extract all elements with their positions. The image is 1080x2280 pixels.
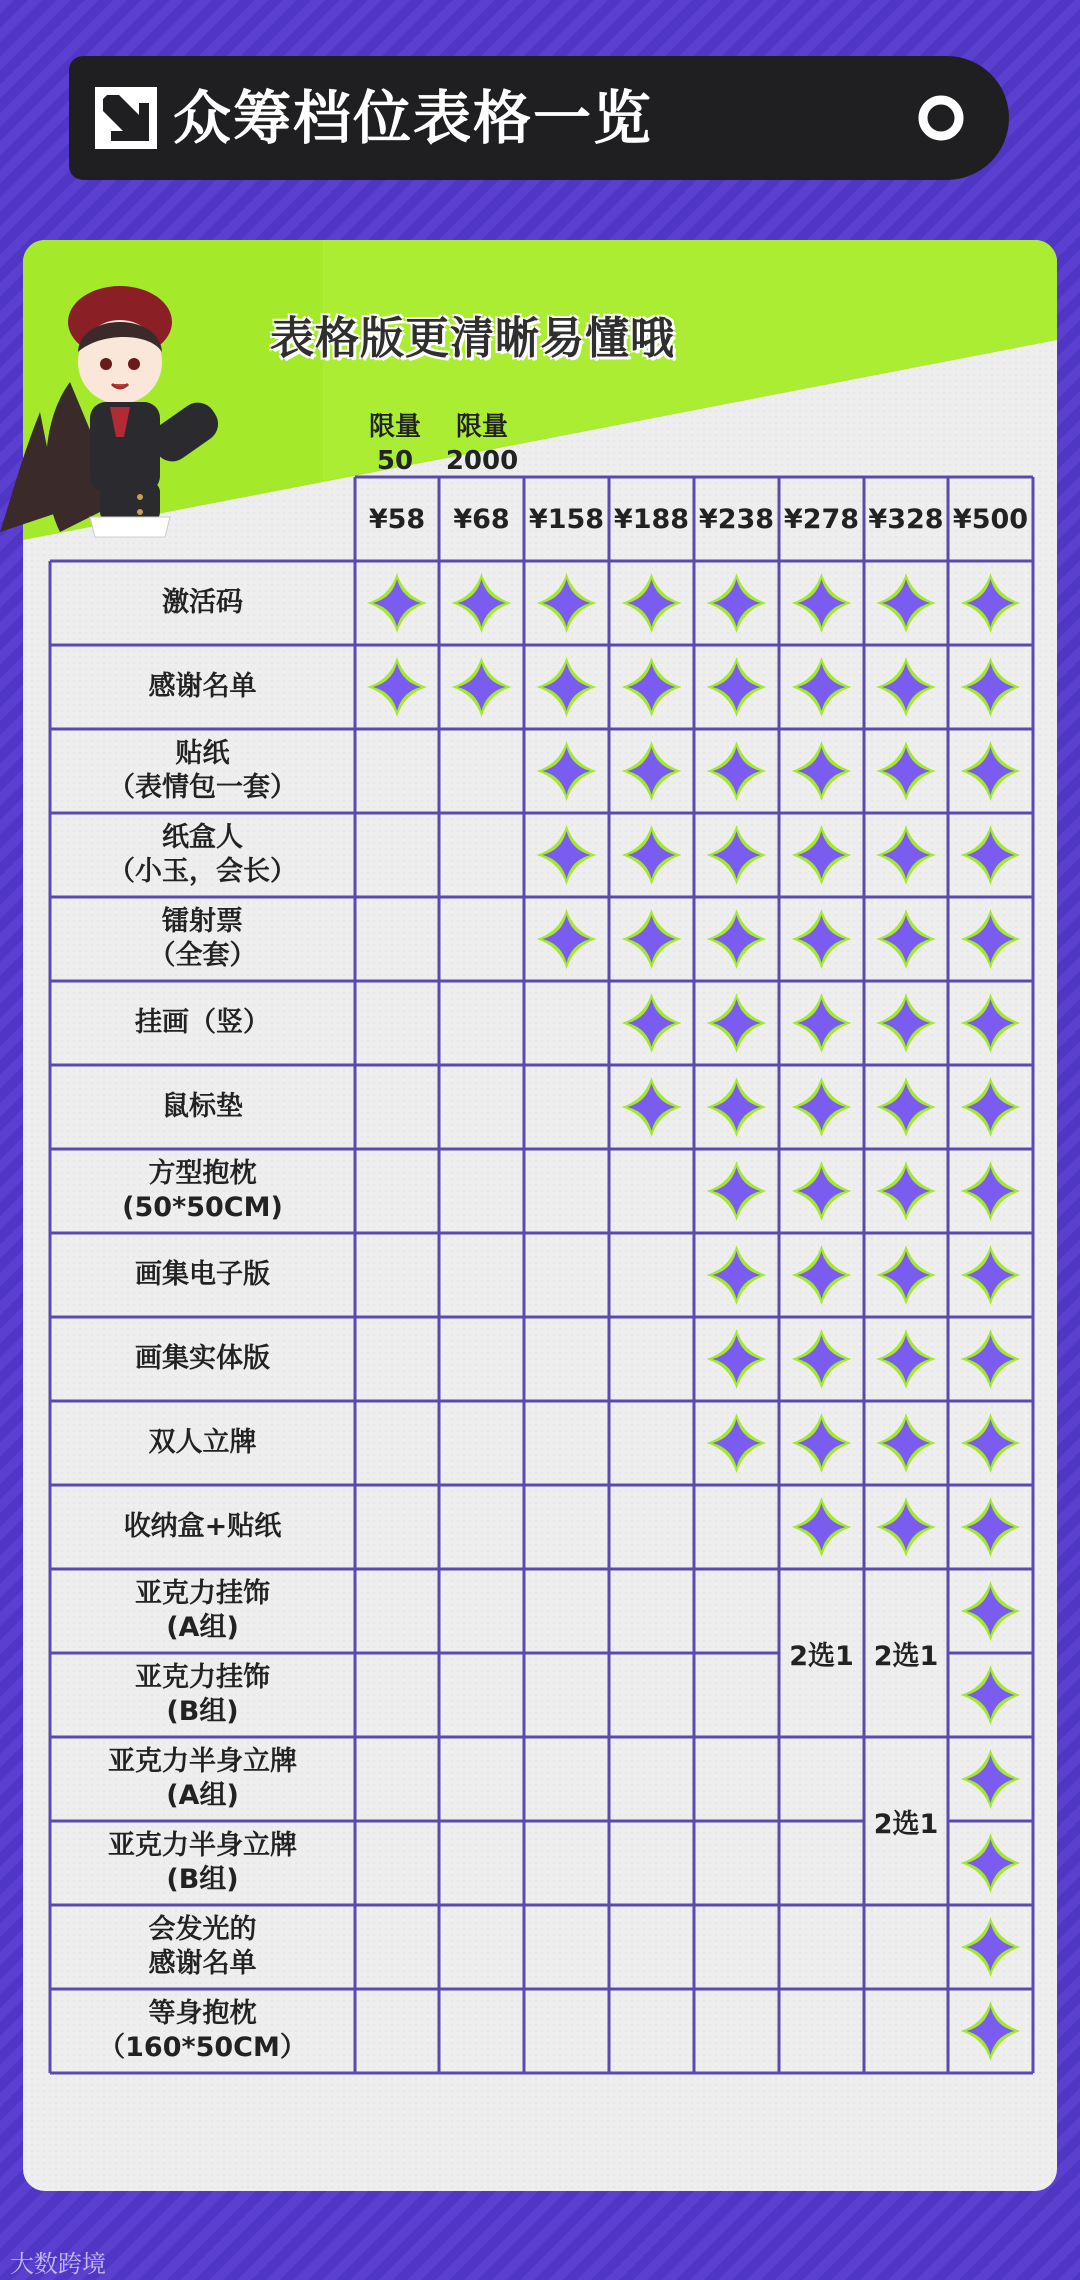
reward-label-line: 亚克力挂饰 bbox=[135, 1578, 270, 1609]
four-point-star-icon bbox=[961, 2001, 1021, 2061]
four-point-star-icon bbox=[707, 1413, 767, 1473]
tier-price: ¥158 bbox=[528, 503, 605, 535]
four-point-star-icon bbox=[792, 825, 852, 885]
four-point-star-icon bbox=[961, 993, 1021, 1053]
reward-label-line: （小玉，会长） bbox=[108, 856, 297, 887]
four-point-star-icon bbox=[876, 825, 936, 885]
four-point-star-icon bbox=[961, 1077, 1021, 1137]
tier-price: ¥278 bbox=[783, 503, 860, 535]
four-point-star-icon bbox=[792, 573, 852, 633]
four-point-star-icon bbox=[792, 1161, 852, 1221]
reward-label bbox=[50, 729, 355, 813]
four-point-star-icon bbox=[792, 1245, 852, 1305]
tier-price: ¥500 bbox=[952, 503, 1029, 535]
four-point-star-icon bbox=[622, 1077, 682, 1137]
four-point-star-icon bbox=[876, 1245, 936, 1305]
four-point-star-icon bbox=[961, 825, 1021, 885]
four-point-star-icon bbox=[707, 573, 767, 633]
four-point-star-icon bbox=[792, 1329, 852, 1389]
four-point-star-icon bbox=[537, 741, 597, 801]
reward-label-line: 等身抱枕 bbox=[148, 1998, 257, 2029]
reward-label-line: (B组) bbox=[166, 1696, 239, 1727]
four-point-star-icon bbox=[961, 1161, 1021, 1221]
four-point-star-icon bbox=[961, 1665, 1021, 1725]
four-point-star-icon bbox=[707, 993, 767, 1053]
reward-label bbox=[50, 1065, 355, 1149]
reward-label-line: （表情包一套） bbox=[108, 772, 297, 803]
four-point-star-icon bbox=[792, 993, 852, 1053]
reward-label-line: （全套） bbox=[148, 940, 257, 971]
four-point-star-icon bbox=[707, 657, 767, 717]
four-point-star-icon bbox=[961, 1917, 1021, 1977]
reward-label-line: 方型抱枕 bbox=[148, 1158, 257, 1189]
four-point-star-icon bbox=[622, 825, 682, 885]
four-point-star-icon bbox=[622, 657, 682, 717]
four-point-star-icon bbox=[961, 657, 1021, 717]
reward-label-line: 感谢名单 bbox=[148, 1948, 257, 1979]
four-point-star-icon bbox=[622, 993, 682, 1053]
four-point-star-icon bbox=[537, 657, 597, 717]
page-title: 众筹档位表格一览 bbox=[173, 84, 654, 152]
reward-label-line: 镭射票 bbox=[162, 906, 243, 937]
reward-label bbox=[50, 1149, 355, 1233]
four-point-star-icon bbox=[707, 1161, 767, 1221]
four-point-star-icon bbox=[961, 573, 1021, 633]
four-point-star-icon bbox=[961, 1245, 1021, 1305]
four-point-star-icon bbox=[792, 909, 852, 969]
reward-label-line: 感谢名单 bbox=[148, 671, 257, 702]
four-point-star-icon bbox=[367, 657, 427, 717]
reward-label-line: 挂画（竖） bbox=[135, 1007, 270, 1038]
reward-label-line: 激活码 bbox=[162, 587, 243, 618]
reward-label bbox=[50, 561, 355, 645]
watermark: 大数跨境 bbox=[10, 2250, 106, 2278]
four-point-star-icon bbox=[961, 1833, 1021, 1893]
four-point-star-icon bbox=[876, 657, 936, 717]
reward-label-line: 画集电子版 bbox=[135, 1259, 270, 1290]
limit-title: 限量 bbox=[368, 412, 421, 442]
reward-label-line: (50*50CM) bbox=[122, 1192, 283, 1223]
four-point-star-icon bbox=[452, 657, 512, 717]
four-point-star-icon bbox=[961, 1329, 1021, 1389]
reward-label-line: 画集实体版 bbox=[135, 1343, 270, 1374]
reward-label bbox=[50, 1905, 355, 1989]
tier-price: ¥188 bbox=[613, 503, 690, 535]
reward-label-line: (A组) bbox=[166, 1780, 239, 1811]
four-point-star-icon bbox=[622, 573, 682, 633]
four-point-star-icon bbox=[961, 1497, 1021, 1557]
reward-label bbox=[50, 1233, 355, 1317]
reward-label bbox=[50, 1821, 355, 1905]
choose-one-of-two: 2选1 bbox=[873, 1640, 939, 1672]
four-point-star-icon bbox=[876, 1497, 936, 1557]
four-point-star-icon bbox=[792, 741, 852, 801]
reward-label bbox=[50, 1737, 355, 1821]
four-point-star-icon bbox=[792, 1413, 852, 1473]
four-point-star-icon bbox=[537, 909, 597, 969]
four-point-star-icon bbox=[876, 1077, 936, 1137]
reward-label bbox=[50, 1485, 355, 1569]
tier-price: ¥328 bbox=[868, 503, 944, 535]
four-point-star-icon bbox=[707, 909, 767, 969]
choose-one-of-two: 2选1 bbox=[789, 1640, 854, 1672]
four-point-star-icon bbox=[876, 1413, 936, 1473]
four-point-star-icon bbox=[792, 1077, 852, 1137]
four-point-star-icon bbox=[707, 1077, 767, 1137]
choose-one-of-two: 2选1 bbox=[873, 1808, 939, 1840]
four-point-star-icon bbox=[537, 573, 597, 633]
four-point-star-icon bbox=[707, 825, 767, 885]
four-point-star-icon bbox=[537, 825, 597, 885]
four-point-star-icon bbox=[792, 657, 852, 717]
reward-label-line: （160*50CM） bbox=[98, 2032, 307, 2063]
limit-count: 2000 bbox=[445, 446, 519, 476]
four-point-star-icon bbox=[876, 573, 936, 633]
four-point-star-icon bbox=[961, 1749, 1021, 1809]
table-subtitle: 表格版更清晰易懂哦 bbox=[270, 313, 675, 364]
tier-price: ¥238 bbox=[698, 503, 775, 535]
reward-label-line: (A组) bbox=[166, 1612, 239, 1643]
reward-label-line: 亚克力挂饰 bbox=[135, 1662, 270, 1693]
four-point-star-icon bbox=[961, 1413, 1021, 1473]
reward-label-line: 鼠标垫 bbox=[162, 1091, 243, 1122]
reward-label-line: 纸盒人 bbox=[162, 822, 243, 853]
reward-label bbox=[50, 1317, 355, 1401]
four-point-star-icon bbox=[622, 741, 682, 801]
reward-label bbox=[50, 813, 355, 897]
four-point-star-icon bbox=[876, 741, 936, 801]
four-point-star-icon bbox=[707, 1329, 767, 1389]
four-point-star-icon bbox=[792, 1497, 852, 1557]
four-point-star-icon bbox=[961, 1581, 1021, 1641]
four-point-star-icon bbox=[961, 909, 1021, 969]
reward-label-line: 亚克力半身立牌 bbox=[108, 1830, 297, 1861]
reward-label-line: 亚克力半身立牌 bbox=[108, 1746, 297, 1777]
four-point-star-icon bbox=[707, 741, 767, 801]
reward-label bbox=[50, 1569, 355, 1653]
limit-count: 50 bbox=[376, 446, 414, 476]
four-point-star-icon bbox=[622, 909, 682, 969]
reward-label bbox=[50, 645, 355, 729]
tier-price: ¥58 bbox=[368, 503, 426, 535]
four-point-star-icon bbox=[876, 993, 936, 1053]
reward-label-line: 会发光的 bbox=[148, 1914, 257, 1945]
reward-label bbox=[50, 1401, 355, 1485]
reward-label-line: 收纳盒+贴纸 bbox=[123, 1511, 282, 1542]
reward-label-line: 贴纸 bbox=[175, 738, 230, 769]
reward-label-line: 双人立牌 bbox=[148, 1427, 257, 1458]
four-point-star-icon bbox=[876, 1329, 936, 1389]
reward-label bbox=[50, 897, 355, 981]
four-point-star-icon bbox=[876, 909, 936, 969]
reward-label bbox=[50, 1653, 355, 1737]
four-point-star-icon bbox=[452, 573, 512, 633]
four-point-star-icon bbox=[961, 741, 1021, 801]
reward-label bbox=[50, 981, 355, 1065]
reward-label bbox=[50, 1989, 355, 2073]
four-point-star-icon bbox=[367, 573, 427, 633]
four-point-star-icon bbox=[707, 1245, 767, 1305]
four-point-star-icon bbox=[876, 1161, 936, 1221]
limit-title: 限量 bbox=[455, 412, 508, 442]
reward-label-line: (B组) bbox=[166, 1864, 239, 1895]
tier-price: ¥68 bbox=[453, 503, 510, 535]
